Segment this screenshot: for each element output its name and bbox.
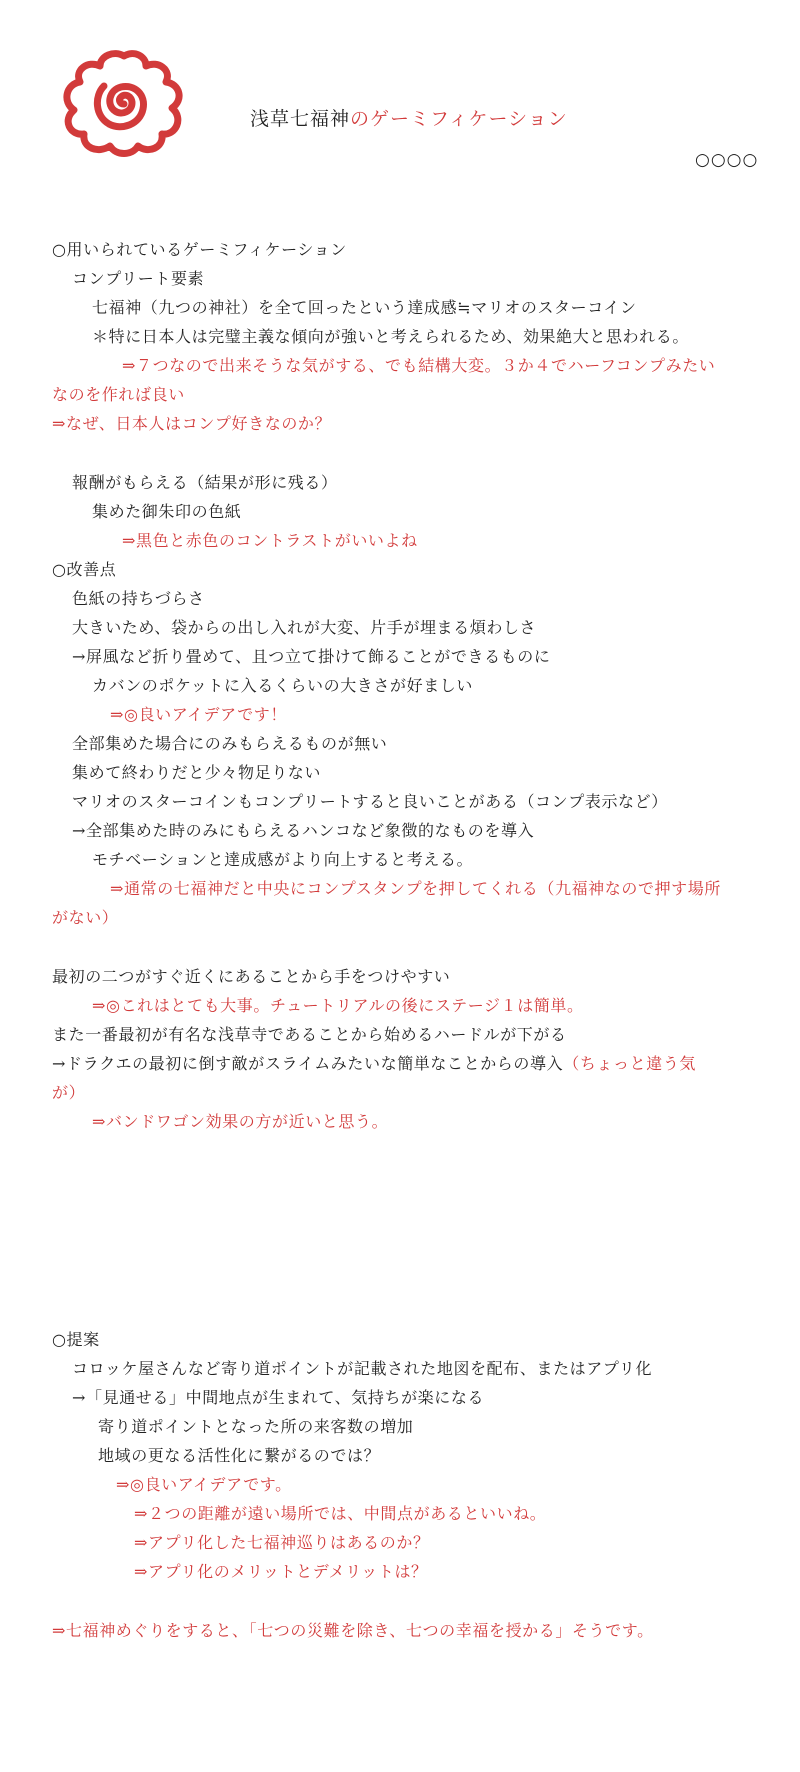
text-line: モチベーションと達成感がより向上すると考える。 [92, 850, 474, 869]
comment-line: がない） [52, 908, 119, 927]
comment-line: ⇒２つの距離が遠い場所では、中間点があるといいね。 [134, 1504, 547, 1523]
text-line: 大きいため、袋からの出し入れが大変、片手が埋まる煩わしさ [72, 618, 537, 637]
text-line: ＊特に日本人は完璧主義な傾向が強いと考えられるため、効果絶大と思われる。 [92, 327, 689, 346]
text-line: コロッケ屋さんなど寄り道ポイントが記載された地図を配布、またはアプリ化 [72, 1359, 653, 1378]
text-line: マリオのスターコインもコンプリートすると良いことがある（コンプ表示など） [72, 792, 668, 811]
spiral-flower-logo-icon [54, 48, 194, 158]
text-line: 報酬がもらえる（結果が形に残る） [72, 473, 338, 492]
text-line: →「見通せる」中間地点が生まれて、気持ちが楽になる [72, 1388, 485, 1407]
title-red-part: のゲーミフィケーション [350, 108, 568, 130]
text-line: また一番最初が有名な浅草寺であることから始めるハードルが下がる [52, 1025, 567, 1044]
comment-line: ⇒バンドワゴン効果の方が近いと思う。 [92, 1112, 389, 1131]
section-heading-proposal: ○提案 [52, 1330, 100, 1349]
comment-line: が） [52, 1083, 86, 1102]
comment-line: ⇒◎良いアイデアです。 [116, 1475, 292, 1494]
comment-line: ⇒アプリ化した七福神巡りはあるのか？ [134, 1533, 430, 1552]
mixed-line [52, 1054, 696, 1074]
author-name: ○○○○ [695, 150, 759, 170]
comment-segment: （ちょっと違う気 [563, 1054, 697, 1073]
text-segment: →ドラクエの最初に倒す敵がスライムみたいな簡単なことからの導入 [52, 1054, 564, 1073]
text-line: カバンのポケットに入るくらいの大きさが好ましい [92, 676, 474, 695]
title-black-part: 浅草七福神 [250, 108, 351, 130]
closing-comment-line: ⇒七福神めぐりをすると、「七つの災難を除き、七つの幸福を授かる」そうです。 [52, 1621, 654, 1640]
text-line: →屏風など折り畳めて、且つ立て掛けて飾ることができるものに [72, 647, 551, 666]
text-line: 地域の更なる活性化に繋がるのでは？ [98, 1446, 381, 1465]
comment-line: なのを作れば良い [52, 385, 185, 404]
comment-line: ⇒黒色と赤色のコントラストがいいよね [122, 531, 418, 550]
text-line: 七福神（九つの神社）を全て回ったという達成感≒マリオのスターコイン [92, 298, 637, 317]
text-line: 色紙の持ちづらさ [72, 589, 205, 608]
page-title [250, 104, 568, 131]
text-line: 集めた御朱印の色紙 [92, 502, 242, 521]
text-line: 寄り道ポイントとなった所の来客数の増加 [98, 1417, 414, 1436]
comment-line: ⇒通常の七福神だと中央にコンプスタンプを押してくれる（九福神なので押す場所 [110, 879, 721, 898]
text-line: 集めて終わりだと少々物足りない [72, 763, 322, 782]
text-line: コンプリート要素 [72, 269, 205, 288]
text-line: →全部集めた時のみにもらえるハンコなど象徴的なものを導入 [72, 821, 535, 840]
comment-line: ⇒なぜ、日本人はコンプ好きなのか？ [52, 414, 332, 433]
text-line: 全部集めた場合にのみもらえるものが無い [72, 734, 388, 753]
comment-line: ⇒アプリ化のメリットとデメリットは？ [134, 1562, 428, 1581]
section-heading-used-gamification: ○用いられているゲーミフィケーション [52, 240, 347, 259]
comment-line: ⇒７つなので出来そうな気がする、でも結構大変。３か４でハーフコンプみたい [122, 356, 716, 375]
comment-line: ⇒◎これはとても大事。チュートリアルの後にステージ１は簡単。 [92, 996, 584, 1015]
section-heading-improvements: ○改善点 [52, 560, 117, 579]
comment-line: ⇒◎良いアイデアです！ [110, 705, 288, 724]
text-line: 最初の二つがすぐ近くにあることから手をつけやすい [52, 967, 451, 986]
